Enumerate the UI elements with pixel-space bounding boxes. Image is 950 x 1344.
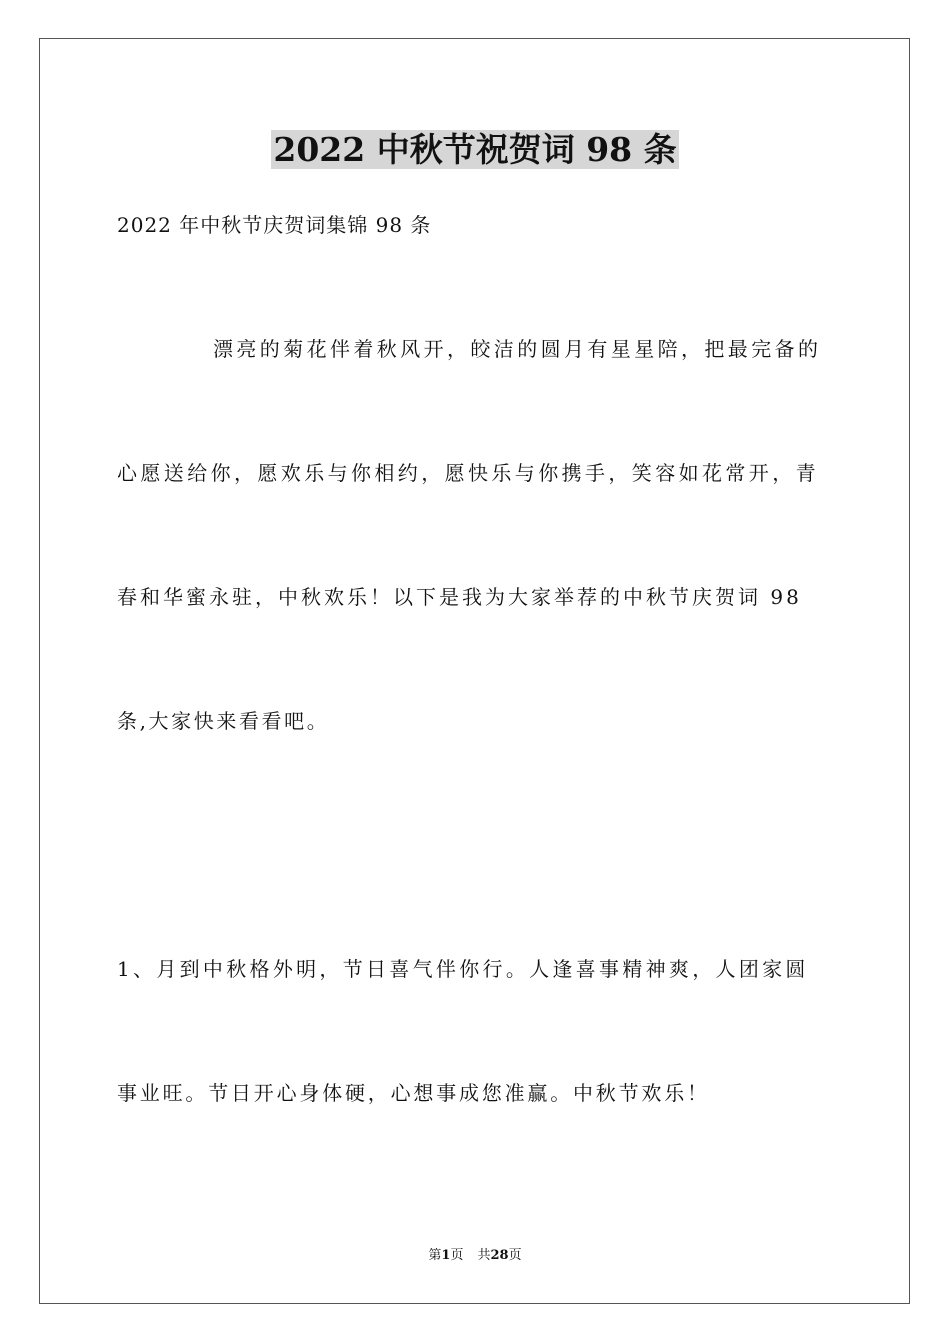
body-line-2: 心愿送给你，愿欢乐与你相约，愿快乐与你携手，笑容如花常开，青 — [117, 461, 819, 485]
total-prefix: 共 — [477, 1248, 491, 1263]
page-number: 1 — [441, 1248, 451, 1263]
page-footer — [0, 1247, 950, 1265]
total-suffix: 页 — [508, 1248, 522, 1263]
page-suffix: 页 — [450, 1248, 464, 1263]
body-line-6: 事业旺。节日开心身体硬，心想事成您准赢。中秋节欢乐！ — [117, 1081, 710, 1105]
document-subtitle: 2022 年中秋节庆贺词集锦 98 条 — [117, 213, 432, 237]
body-line-4: 条,大家快来看看吧。 — [117, 709, 330, 733]
document-title — [0, 128, 950, 172]
total-pages: 28 — [490, 1248, 509, 1263]
page-prefix: 第 — [428, 1248, 442, 1263]
body-line-1: 漂亮的菊花伴着秋风开，皎洁的圆月有星星陪，把最完备的 — [213, 337, 822, 361]
body-line-3: 春和华蜜永驻，中秋欢乐！以下是我为大家举荐的中秋节庆贺词 98 — [117, 585, 802, 609]
body-line-5: 1、月到中秋格外明，节日喜气伴你行。人逢喜事精神爽，人团家圆 — [117, 957, 809, 981]
document-title-text: 2022 中秋节祝贺词 98 条 — [273, 130, 677, 169]
